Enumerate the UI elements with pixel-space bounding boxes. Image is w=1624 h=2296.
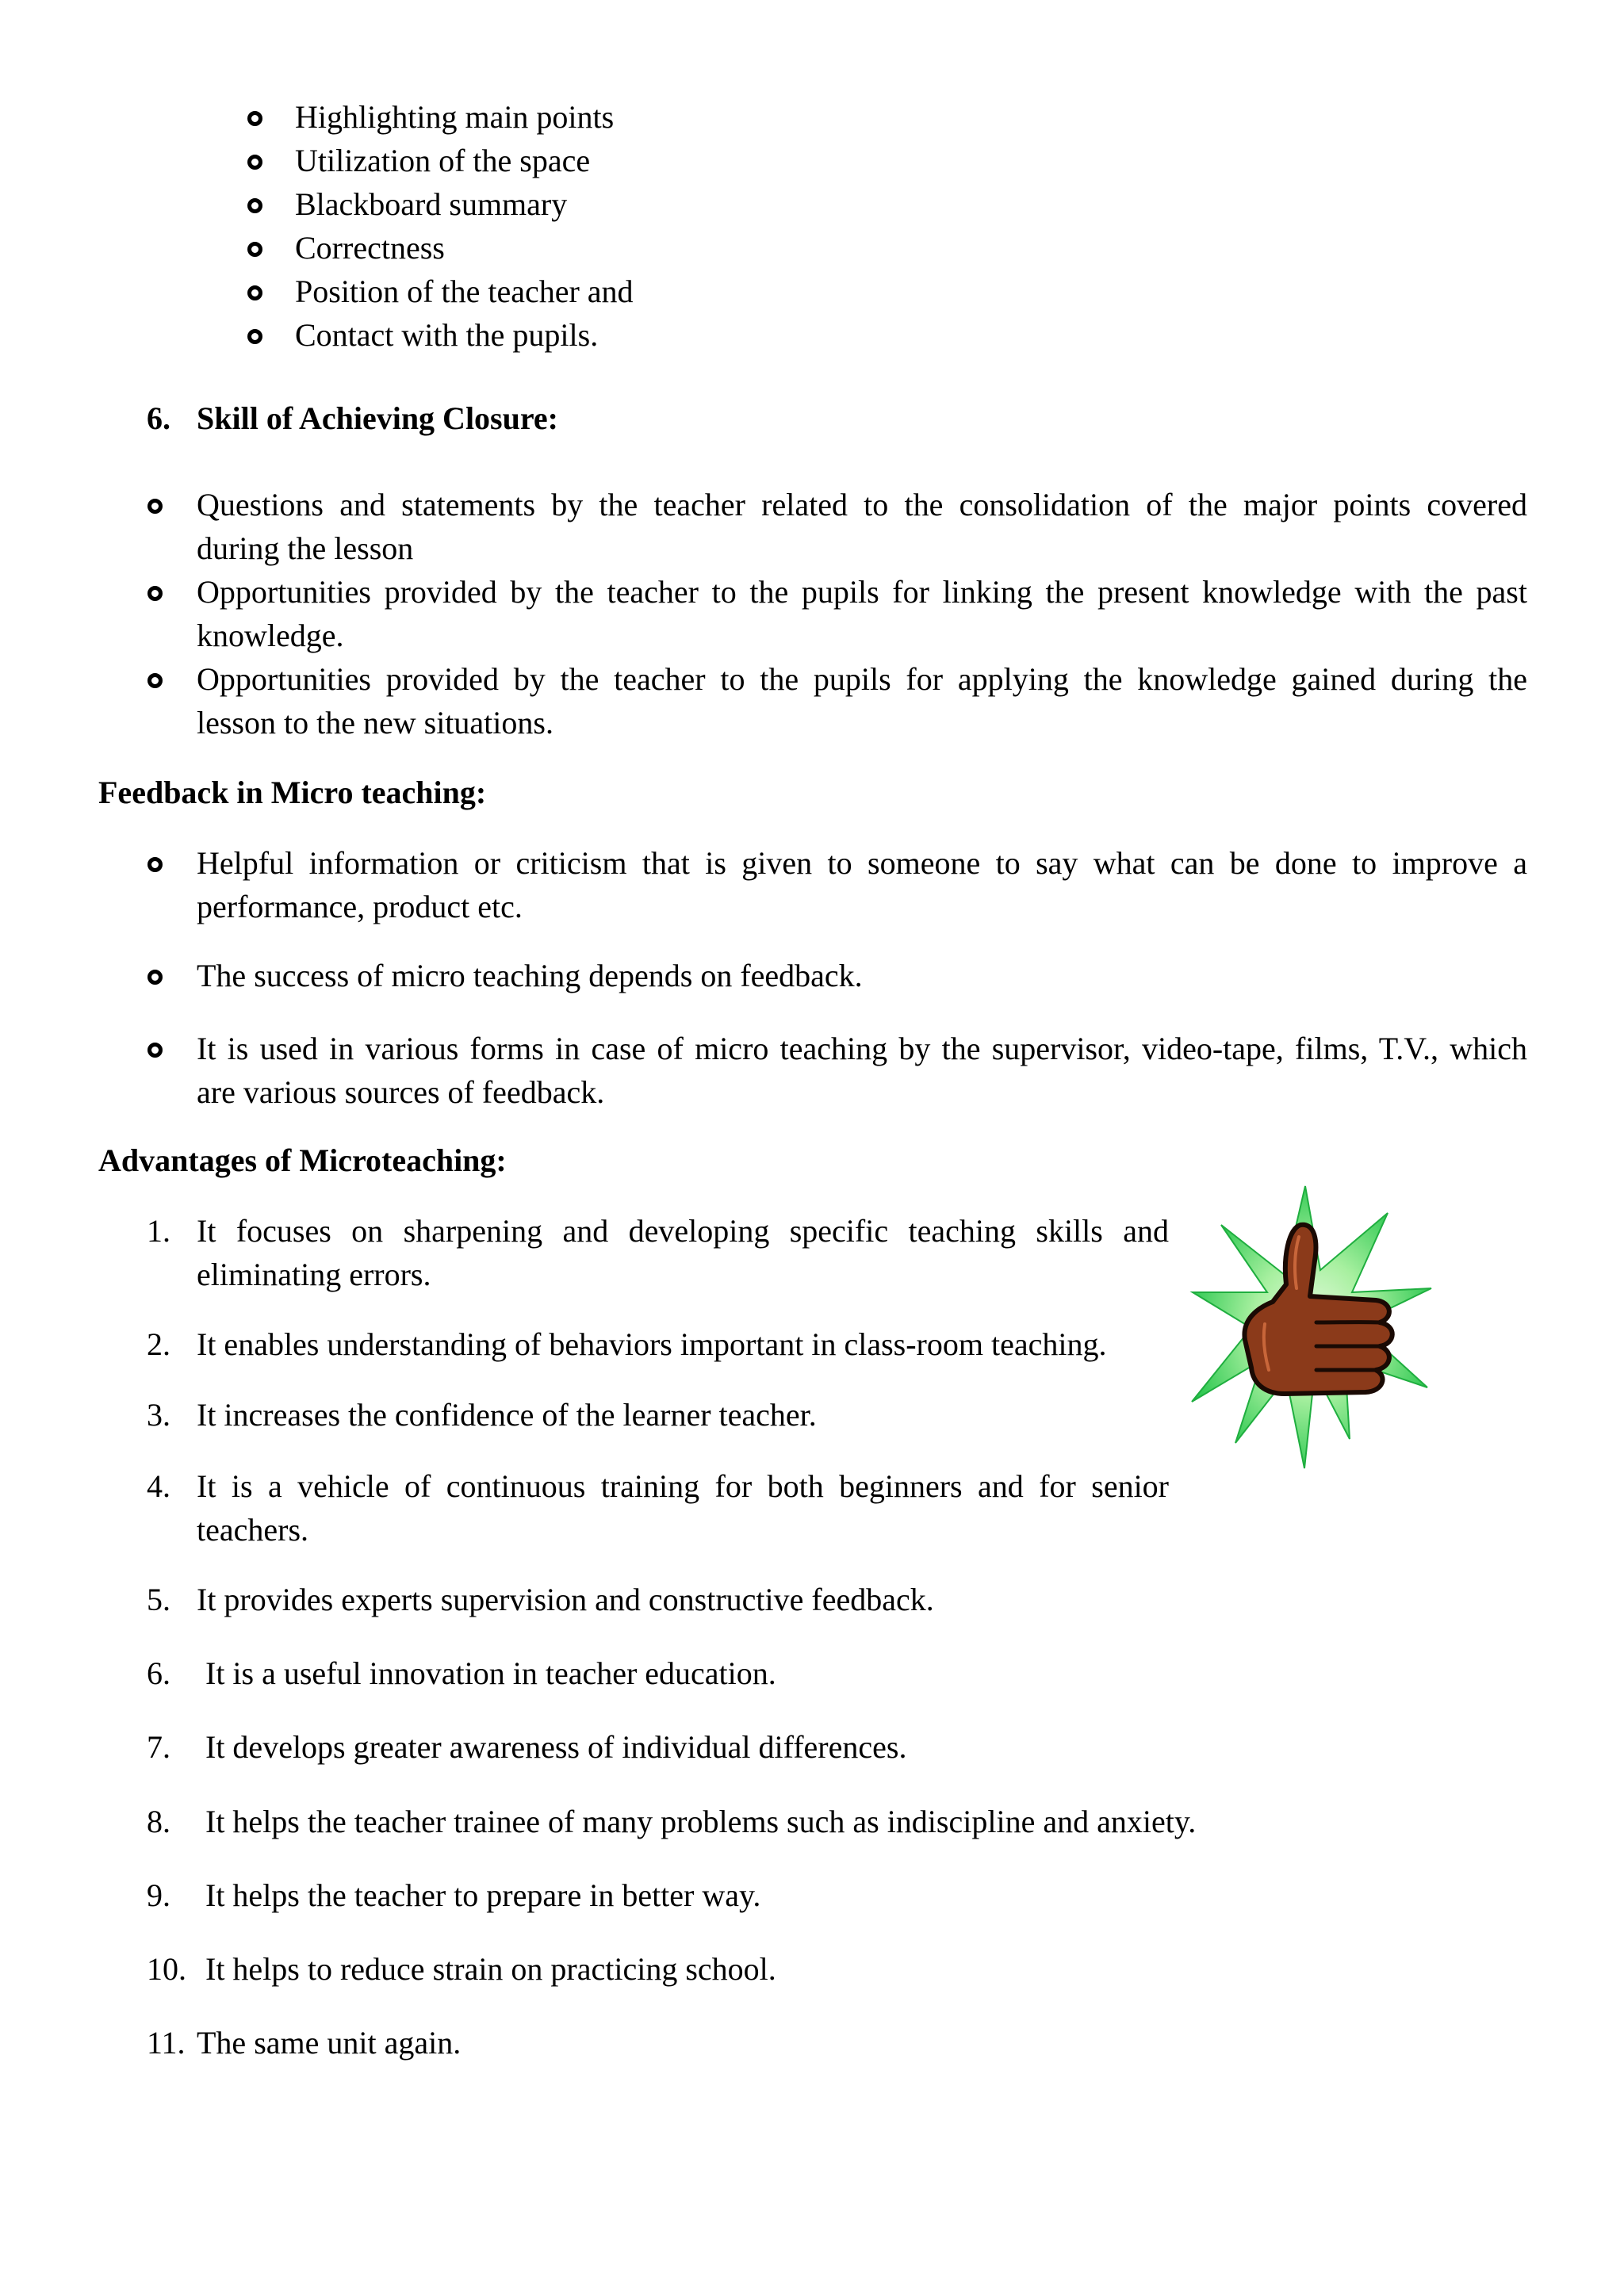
feedback-heading: Feedback in Micro teaching: (98, 775, 487, 810)
list-number: 9. (147, 1877, 170, 1913)
sub-bullet-item: Contact with the pupils. (295, 317, 599, 353)
advantage-item-line: It helps to reduce strain on practicing school. (205, 1951, 776, 1987)
list-number: 5. (147, 1582, 170, 1617)
bullet-icon (247, 198, 262, 213)
list-number: 1. (147, 1213, 170, 1249)
bullet-icon (147, 586, 163, 601)
bullet-icon (147, 673, 163, 688)
list-number: 10. (147, 1951, 186, 1987)
advantage-item-line: It focuses on sharpening and developing specific teaching skills and (197, 1213, 1169, 1249)
advantage-item-line: It helps the teacher trainee of many problems such as indiscipline and anxiety. (205, 1804, 1197, 1839)
sub-bullet-item: Highlighting main points (295, 99, 615, 135)
closure-item-line: Opportunities provided by the teacher to the pupils for linking the present knowledge with the past (197, 574, 1527, 610)
advantage-item-line: It increases the confidence of the learner teacher. (197, 1397, 817, 1433)
bullet-icon (247, 155, 262, 170)
advantage-item-line: It is a vehicle of continuous training for both beginners and for senior (197, 1468, 1169, 1504)
advantage-item-line: It helps the teacher to prepare in better way. (205, 1877, 761, 1913)
feedback-item-line: are various sources of feedback. (197, 1074, 605, 1110)
list-number: 11. (147, 2025, 186, 2061)
sub-bullet-item: Utilization of the space (295, 143, 591, 178)
closure-number: 6. (147, 400, 170, 436)
bullet-icon (147, 857, 163, 872)
feedback-item-line: Helpful information or criticism that is given to someone to say what can be done to improve a (197, 845, 1527, 881)
advantage-item-line: It is a useful innovation in teacher education. (205, 1655, 776, 1691)
bullet-icon (147, 499, 163, 514)
list-number: 7. (147, 1729, 170, 1765)
bullet-icon (147, 970, 163, 985)
closure-item-line: Opportunities provided by the teacher to the pupils for applying the knowledge gained during the (197, 661, 1527, 697)
bullet-icon (247, 285, 262, 300)
bullet-icon (247, 242, 262, 257)
advantage-item-line: It provides experts supervision and constructive feedback. (197, 1582, 934, 1617)
bullet-icon (247, 329, 262, 344)
sub-bullet-item: Position of the teacher and (295, 274, 634, 309)
closure-item-line: Questions and statements by the teacher related to the consolidation of the major points covered (197, 487, 1527, 522)
feedback-item-line: The success of micro teaching depends on feedback. (197, 958, 863, 993)
list-number: 4. (147, 1468, 170, 1504)
advantage-item-line: teachers. (197, 1512, 309, 1548)
bullet-icon (147, 1043, 163, 1058)
closure-item-line: knowledge. (197, 618, 344, 653)
list-number: 8. (147, 1804, 170, 1839)
closure-item-line: during the lesson (197, 530, 414, 566)
closure-item-line: lesson to the new situations. (197, 705, 553, 740)
list-number: 6. (147, 1655, 170, 1691)
advantage-item-line: The same unit again. (197, 2025, 462, 2061)
bullet-icon (247, 111, 262, 126)
closure-heading: Skill of Achieving Closure: (197, 400, 558, 436)
advantage-item-line: eliminating errors. (197, 1257, 431, 1292)
advantage-item-line: It develops greater awareness of individual differences. (205, 1729, 907, 1765)
feedback-item-line: performance, product etc. (197, 889, 523, 924)
thumbs-up-icon (1189, 1181, 1435, 1471)
list-number: 2. (147, 1326, 170, 1362)
sub-bullet-item: Blackboard summary (295, 186, 568, 222)
advantages-heading: Advantages of Microteaching: (98, 1142, 507, 1178)
list-number: 3. (147, 1397, 170, 1433)
feedback-item-line: It is used in various forms in case of micro teaching by the supervisor, video-tape, films, T.V., which (197, 1031, 1527, 1066)
sub-bullet-item: Correctness (295, 230, 445, 266)
advantage-item-line: It enables understanding of behaviors important in class-room teaching. (197, 1326, 1107, 1362)
